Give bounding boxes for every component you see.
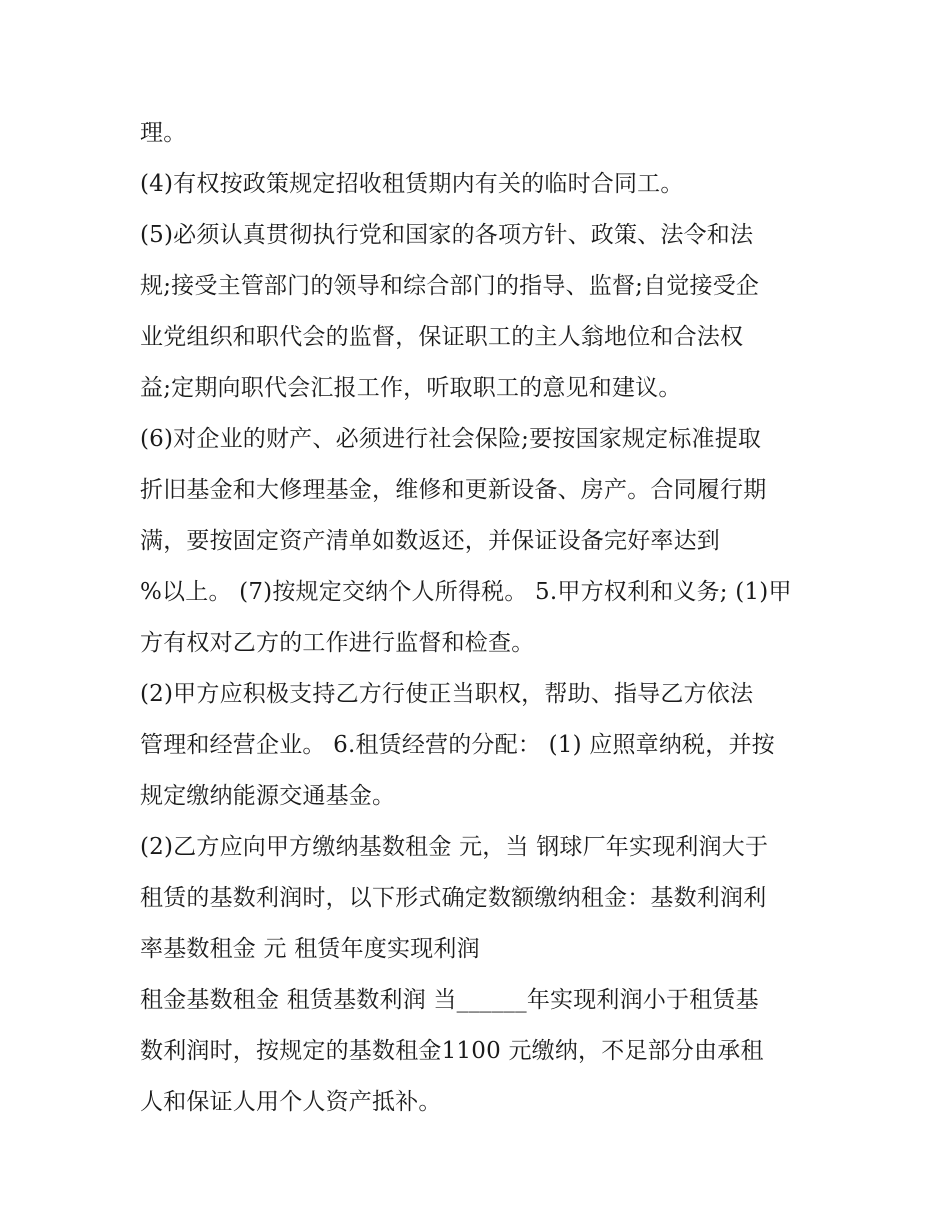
text-line: 业党组织和职代会的监督，保证职工的主人翁地位和合法权 — [140, 324, 744, 350]
text-line: 满，要按固定资产清单如数返还，并保证设备完好率达到 — [140, 528, 720, 554]
text-line: 管理和经营企业。 6.租赁经营的分配： (1) 应照章纳税，并按 — [140, 732, 775, 758]
text-line: 理。 — [140, 120, 187, 146]
text-line: 率基数租金 元 租赁年度实现利润 — [140, 936, 480, 962]
text-line: (6)对企业的财产、必须进行社会保险;要按国家规定标准提取 — [140, 426, 762, 452]
text-line: 数利润时，按规定的基数租金1100 元缴纳，不足部分由承租 — [140, 1038, 764, 1064]
text-line: 方有权对乙方的工作进行监督和检查。 — [140, 630, 535, 656]
text-line: (4)有权按政策规定招收租赁期内有关的临时合同工。 — [140, 171, 684, 197]
text-line: (5)必须认真贯彻执行党和国家的各项方针、政策、法令和法 — [140, 222, 754, 248]
text-line: 租赁的基数利润时，以下形式确定数额缴纳租金：基数利润利 — [140, 885, 767, 911]
text-line: 益;定期向职代会汇报工作，听取职工的意见和建议。 — [140, 375, 682, 401]
text-line: %以上。 (7)按规定交纳个人所得税。 5.甲方权利和义务; (1)甲 — [140, 579, 792, 605]
text-line: 人和保证人用个人资产抵补。 — [140, 1089, 442, 1115]
text-line: 规;接受主管部门的领导和综合部门的指导、监督;自觉接受企 — [140, 273, 760, 299]
text-line: (2)乙方应向甲方缴纳基数租金 元，当 钢球厂年实现利润大于 — [140, 834, 769, 860]
document-body — [140, 108, 830, 1128]
text-line: (2)甲方应积极支持乙方行使正当职权，帮助、指导乙方依法 — [140, 681, 754, 707]
text-line: 折旧基金和大修理基金，维修和更新设备、房产。合同履行期 — [140, 477, 767, 503]
text-line: 租金基数租金 租赁基数利润 当______年实现利润小于租赁基 — [140, 987, 759, 1013]
text-line: 规定缴纳能源交通基金。 — [140, 783, 396, 809]
